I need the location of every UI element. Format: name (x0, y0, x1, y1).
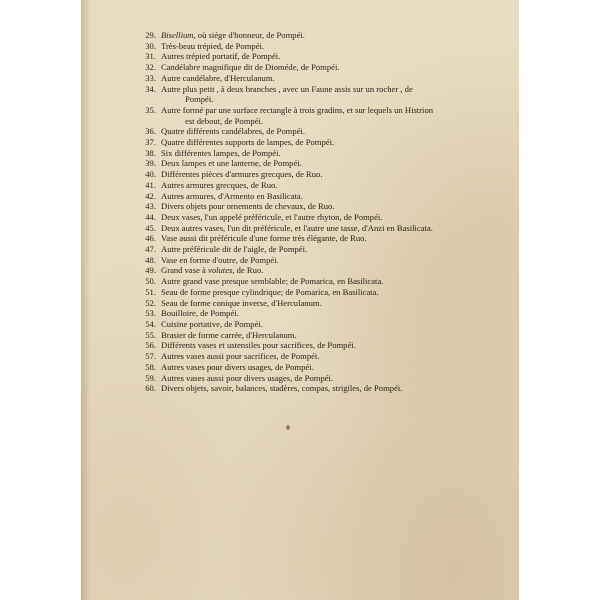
entry-number: 59. (145, 372, 156, 383)
catalogue-entry (137, 191, 477, 202)
entry-text-part: Vase aussi dit préféricule d'une forme très élégante, de Ruo. (161, 233, 367, 244)
entry-text-part: Très-beau trépied, de Pompéi. (161, 40, 265, 51)
entry-line (161, 319, 477, 330)
entry-text-part: , où siége d'honneur, de Pompéi. (193, 30, 305, 40)
entry-line (161, 383, 477, 394)
entry-number: 34. (145, 83, 156, 94)
catalogue-entry (137, 223, 477, 234)
entry-line (161, 201, 477, 212)
entry-text (161, 265, 477, 276)
entry-text-part: Quatre différents candélabres, de Pompéi. (161, 126, 305, 137)
catalogue-entry (137, 73, 477, 84)
entry-text-part: Autres trépied portatif, de Pompéi. (161, 51, 281, 62)
catalogue-entry (137, 201, 477, 212)
entry-text-part: Autre préféricule dit de l'aigle, de Pompéi. (161, 244, 308, 255)
entry-number: 49. (145, 265, 156, 276)
entry-line (161, 351, 477, 362)
entry-continuation: Pompéi. (185, 94, 214, 105)
entry-text-part: Brasier de forme carrée, d'Herculanum. (161, 329, 297, 340)
entry-number: 52. (145, 297, 156, 308)
entry-number: 30. (145, 40, 156, 51)
entry-text-part: Autres vases aussi pour divers usages, de Pompéi. (161, 372, 334, 383)
entry-text (161, 287, 477, 298)
entry-number: 57. (145, 351, 156, 362)
entry-number: 32. (145, 62, 156, 73)
entry-line (161, 180, 477, 191)
catalogue-entry (137, 255, 477, 266)
entry-number: 38. (145, 147, 156, 158)
catalogue-entry (137, 233, 477, 244)
entry-line (161, 126, 477, 137)
entry-text-part: Autres armures grecques, de Ruo. (161, 179, 278, 190)
entry-text (161, 362, 477, 373)
entry-line (161, 137, 477, 148)
entry-text (161, 373, 477, 384)
catalogue-entry (137, 362, 477, 373)
catalogue-entry (137, 373, 477, 384)
entry-text (161, 330, 477, 341)
catalogue-entry (137, 340, 477, 351)
catalogue-entry (137, 51, 477, 62)
entry-text-part: Deux vases, l'un appelé préféricule, et l'autre rhyton, de Pompéi. (161, 211, 383, 222)
catalogue-entry (137, 330, 477, 341)
entry-number: 45. (145, 222, 156, 233)
entry-number: 50. (145, 276, 156, 287)
catalogue-entry (137, 84, 477, 105)
entry-text (161, 126, 477, 137)
entry-text-part: Autres vases aussi pour sacrifices, de Pompéi. (161, 351, 320, 362)
entry-text-part: Seau de forme conique inverse, d'Herculanum. (161, 297, 322, 308)
entry-line (161, 62, 477, 73)
entry-text (161, 201, 477, 212)
entry-line (161, 158, 477, 169)
entry-text-part: Quatre différentes supports de lampes, de Pompéi. (161, 137, 335, 148)
entry-text (161, 41, 477, 52)
entry-number: 35. (145, 104, 156, 115)
entry-line (161, 73, 477, 84)
entry-number: 37. (145, 137, 156, 148)
entry-number: 41. (145, 179, 156, 190)
catalogue-entry (137, 30, 477, 41)
entry-number: 43. (145, 201, 156, 212)
entry-number: 46. (145, 233, 156, 244)
entry-line (161, 41, 477, 52)
entry-number: 51. (145, 286, 156, 297)
catalogue-entry (137, 41, 477, 52)
entry-number: 53. (145, 308, 156, 319)
catalogue-entry (137, 105, 477, 126)
catalogue-entry (137, 383, 477, 394)
entry-number: 54. (145, 318, 156, 329)
entry-text-part: Autre grand vase presque semblable; de Pomarica, en Basilicata. (161, 276, 384, 287)
entry-line (161, 30, 477, 41)
catalogue-entry (137, 287, 477, 298)
entry-number: 56. (145, 340, 156, 351)
catalogue-list (137, 30, 477, 394)
catalogue-entry (137, 62, 477, 73)
entry-text-part: Autre candélabre, d'Herculanum. (161, 72, 275, 83)
entry-text (161, 233, 477, 244)
entry-text (161, 308, 477, 319)
entry-text (161, 105, 477, 126)
entry-text-part: Autres armures, d'Armento en Basilicata. (161, 190, 303, 201)
entry-text (161, 62, 477, 73)
entry-line (161, 84, 477, 95)
entry-text-part: Autre plus petit , à deux branches , avec un Faune assis sur un rocher , de (161, 83, 413, 94)
entry-text-part: Vase en forme d'outre, de Pompéi. (161, 254, 279, 265)
page-gutter-shadow (81, 0, 91, 600)
entry-line (161, 298, 477, 309)
entry-line (161, 255, 477, 266)
ink-smudge (286, 425, 290, 430)
entry-text-part: Bouilloire, de Pompéi. (161, 308, 239, 319)
entry-number: 29. (145, 30, 156, 40)
entry-line (161, 223, 477, 234)
entry-text (161, 137, 477, 148)
entry-line (161, 330, 477, 341)
entry-text-part: Seau de forme presque cylindrique; de Pomarica, en Basilicata. (161, 286, 379, 297)
entry-text-part: , de Ruo. (232, 265, 264, 276)
entry-line (161, 362, 477, 373)
entry-text (161, 223, 477, 234)
entry-text (161, 158, 477, 169)
entry-line (161, 233, 477, 244)
entry-number: 55. (145, 329, 156, 340)
entry-number: 36. (145, 126, 156, 137)
entry-text-part: Différentes pièces d'armures grecques, de Ruo. (161, 169, 323, 180)
catalogue-entry (137, 126, 477, 137)
entry-number: 47. (145, 244, 156, 255)
catalogue-entry (137, 158, 477, 169)
catalogue-entry (137, 244, 477, 255)
entry-line (161, 308, 477, 319)
entry-text (161, 383, 477, 394)
catalogue-entry (137, 148, 477, 159)
catalogue-entry (137, 276, 477, 287)
book-page (81, 0, 519, 600)
entry-continuation: est debout, de Pompéi. (185, 115, 264, 126)
entry-number: 44. (145, 211, 156, 222)
entry-line (161, 105, 477, 116)
entry-text-part: Autres vases pour divers usages, de Pompéi. (161, 361, 314, 372)
entry-line (161, 51, 477, 62)
entry-text-part: Divers objets pour ornements de chevaux, de Ruo. (161, 201, 335, 212)
entry-text (161, 255, 477, 266)
entry-text-part: Grand vase à (161, 265, 209, 276)
entry-line (161, 276, 477, 287)
entry-text-part: Autre formé par une surface rectangle à trois gradins, et sur lequels un Histrion (161, 104, 434, 115)
entry-text-part: Deux lampes et une lanterne, de Pompéi. (161, 158, 302, 169)
entry-line (161, 287, 477, 298)
entry-number: 58. (145, 361, 156, 372)
entry-line (161, 244, 477, 255)
entry-line (161, 212, 477, 223)
entry-number: 40. (145, 169, 156, 180)
entry-number: 31. (145, 51, 156, 62)
entry-line (161, 148, 477, 159)
catalogue-entry (137, 169, 477, 180)
entry-text-part: Deux autres vases, l'un dit préféricule, et l'autre une tasse, d'Anzi en Basilicata. (161, 222, 433, 233)
entry-italic-term: Bisellium (161, 30, 194, 40)
entry-number: 33. (145, 72, 156, 83)
entry-text (161, 148, 477, 159)
entry-text (161, 73, 477, 84)
entry-text (161, 244, 477, 255)
catalogue-entry (137, 298, 477, 309)
entry-text-part: Six différentes lampes, de Pompéi. (161, 147, 281, 158)
entry-text-part: Différents vases et ustensiles pour sacrifices, de Pompéi. (161, 340, 356, 351)
entry-text (161, 30, 477, 41)
catalogue-entry (137, 351, 477, 362)
entry-number: 60. (145, 383, 156, 394)
entry-text (161, 191, 477, 202)
entry-text (161, 212, 477, 223)
entry-line (161, 265, 477, 276)
catalogue-entry (137, 265, 477, 276)
entry-text (161, 319, 477, 330)
entry-number: 48. (145, 254, 156, 265)
entry-text-part: Cuisine portative, de Pompéi. (161, 318, 263, 329)
entry-text (161, 51, 477, 62)
catalogue-entry (137, 319, 477, 330)
entry-line (161, 373, 477, 384)
entry-line (161, 191, 477, 202)
catalogue-entry (137, 308, 477, 319)
catalogue-entry (137, 212, 477, 223)
entry-text (161, 84, 477, 105)
entry-text (161, 180, 477, 191)
entry-line (161, 340, 477, 351)
entry-line (161, 169, 477, 180)
entry-text (161, 276, 477, 287)
entry-text-part: Divers objets, savoir, balances, stadères, compas, strigiles, de Pompéi. (161, 383, 403, 394)
catalogue-entry (137, 137, 477, 148)
catalogue-entry (137, 180, 477, 191)
entry-text-part: Candélabre magnifique dit de Dioméde, de Pompéi. (161, 62, 340, 73)
entry-text (161, 298, 477, 309)
entry-text (161, 340, 477, 351)
entry-text (161, 169, 477, 180)
entry-number: 42. (145, 190, 156, 201)
entry-number: 39. (145, 158, 156, 169)
entry-text (161, 351, 477, 362)
entry-italic-term: volutes (208, 265, 233, 276)
